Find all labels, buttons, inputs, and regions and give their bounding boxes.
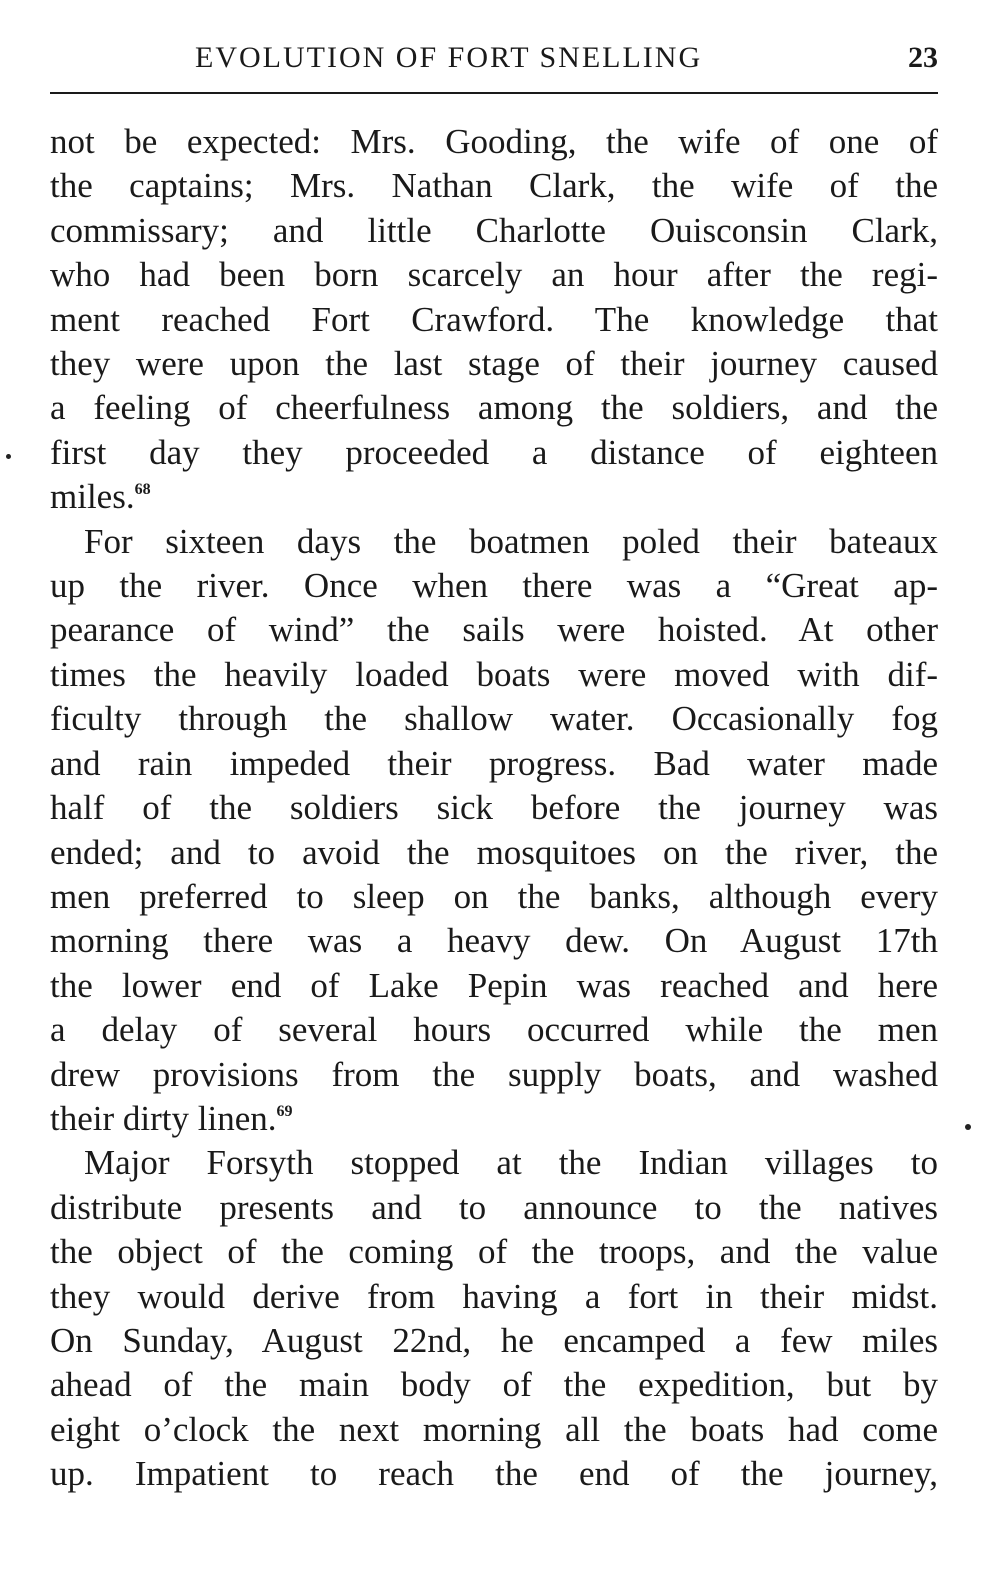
text-line: they were upon the last stage of their journey caused: [50, 344, 938, 384]
text-line: morning there was a heavy dew. On August 17th: [50, 921, 938, 961]
scan-speck: [6, 454, 11, 459]
scan-speck: [965, 1124, 971, 1130]
text-line: pearance of wind” the sails were hoisted. At other: [50, 610, 938, 650]
text-line: a feeling of cheerfulness among the soldiers, and the: [50, 388, 938, 428]
text-line: and rain impeded their progress. Bad water made: [50, 743, 938, 783]
text-line: On Sunday, August 22nd, he encamped a few miles: [50, 1320, 938, 1360]
page-number: 23: [908, 41, 938, 74]
text-line: the lower end of Lake Pepin was reached and here: [50, 965, 938, 1005]
footnote-marker[interactable]: 69: [276, 1102, 293, 1120]
paragraph: [50, 520, 938, 1142]
text-line: half of the soldiers sick before the journey was: [50, 788, 938, 828]
text-line: distribute presents and to announce to the natives: [50, 1187, 938, 1227]
running-head: [50, 36, 938, 80]
text-line: For sixteen days the boatmen poled their bateaux: [84, 521, 938, 561]
text-line: miles.$^{68}$: [50, 477, 151, 517]
text-line: a delay of several hours occurred while the men: [50, 1010, 938, 1050]
text-line: eight o’clock the next morning all the boats had come: [50, 1409, 938, 1449]
text-line: ficulty through the shallow water. Occasionally fog: [50, 699, 938, 739]
text-line: not be expected: Mrs. Gooding, the wife of one of: [50, 122, 938, 161]
paragraph: [50, 120, 938, 520]
text-line: first day they proceeded a distance of eighteen: [50, 432, 938, 472]
text-line: their dirty linen.$^{69}$: [50, 1098, 293, 1138]
text-line: up the river. Once when there was a “Great ap-: [50, 566, 938, 606]
text-line: drew provisions from the supply boats, and washed: [50, 1054, 938, 1094]
text-line: the object of the coming of the troops, and the value: [50, 1232, 938, 1272]
text-line: ahead of the main body of the expedition, but by: [50, 1365, 938, 1405]
text-line: who had been born scarcely an hour after the regi-: [50, 255, 938, 295]
text-line: they would derive from having a fort in their midst.: [50, 1276, 938, 1316]
body-text: [50, 120, 938, 1497]
text-line: ment reached Fort Crawford. The knowledge that: [50, 299, 938, 339]
text-line: Major Forsyth stopped at the Indian villages to: [84, 1143, 938, 1183]
text-line: ended; and to avoid the mosquitoes on the river, the: [50, 832, 938, 872]
text-line: commissary; and little Charlotte Ouisconsin Clark,: [50, 210, 938, 250]
footnote-marker[interactable]: 68: [134, 481, 151, 499]
running-title: EVOLUTION OF FORT SNELLING: [195, 41, 703, 74]
header-rule: [50, 92, 938, 94]
text-line: times the heavily loaded boats were moved with dif-: [50, 654, 938, 694]
text-line: up. Impatient to reach the end of the journey,: [50, 1454, 938, 1494]
text-line: men preferred to sleep on the banks, although every: [50, 876, 938, 916]
paragraph: [50, 1141, 938, 1496]
text-line: the captains; Mrs. Nathan Clark, the wife of the: [50, 166, 938, 206]
